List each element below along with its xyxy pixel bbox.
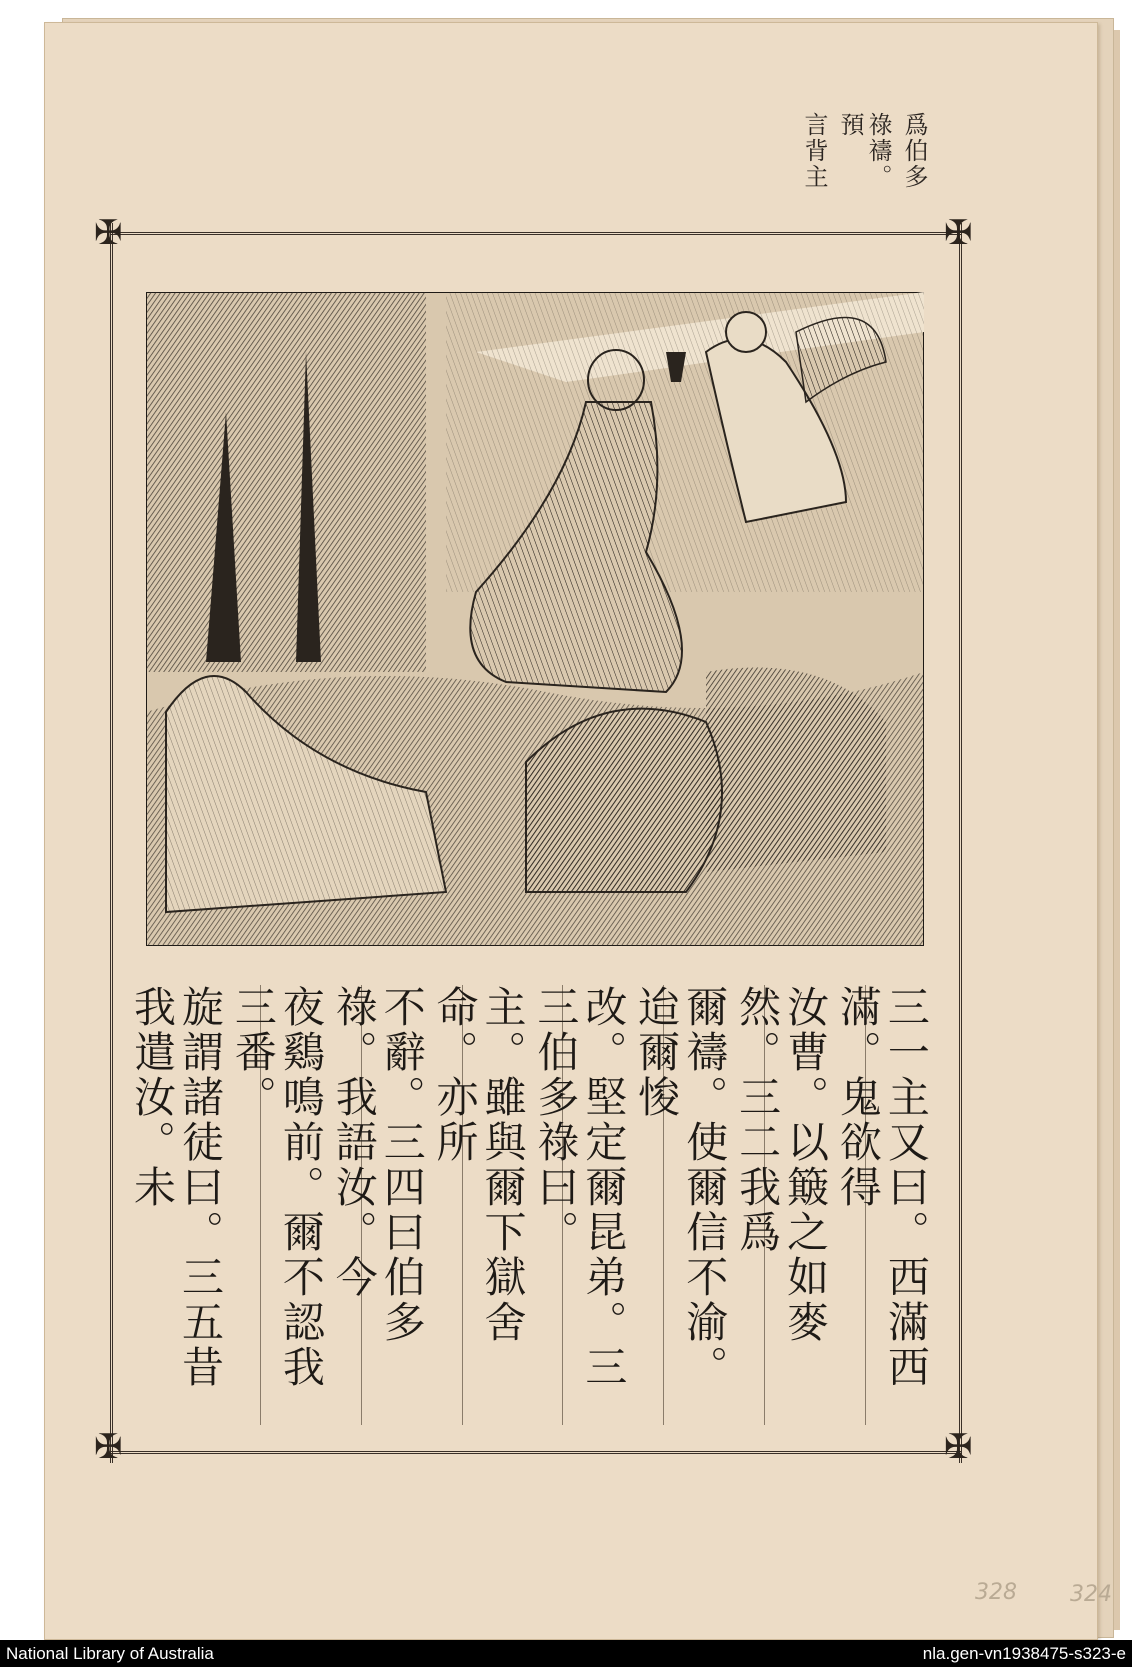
text-column-3: 爾禱。使爾信不渝。迨爾悛 [663,985,728,1425]
pencil-mark-right: 324 [1070,1582,1112,1607]
text-column-2: 汝曹。以簸之如麥然。三二我爲 [764,985,829,1425]
cross-ornament-icon: ✠ [944,1427,973,1467]
heading-column-2: 祿禱。預 [836,112,892,190]
cross-ornament-icon: ✠ [944,213,973,253]
heading-column-1: 爲伯多 [900,112,928,190]
footer-bar [0,1640,1132,1667]
page-heading [800,112,928,212]
cross-ornament-icon: ✠ [94,1427,123,1467]
text-column-1: 三一主又曰。西滿西滿。鬼欲得 [865,985,930,1425]
text-column-8: 旋謂諸徒曰。三五昔我遣汝。未 [128,985,225,1390]
text-column-6: 不辭。三四曰伯多祿。我語汝。今 [361,985,426,1425]
heading-column-3: 言背主 [800,112,828,190]
footer-identifier: nla.gen-vn1938475-s323-e [922,1644,1126,1663]
text-column-4: 改。堅定爾昆弟。三三伯多祿曰。 [562,985,627,1425]
text-column-5: 主。雖與爾下獄舍命。亦所 [462,985,527,1425]
scripture-text [128,985,931,1425]
pencil-mark-left: 328 [975,1580,1017,1605]
footer-library-name: National Library of Australia [6,1644,214,1663]
text-column-7: 夜鷄鳴前。爾不認我三番。 [260,985,325,1425]
gethsemane-engraving-image [146,292,924,946]
cross-ornament-icon: ✠ [94,213,123,253]
